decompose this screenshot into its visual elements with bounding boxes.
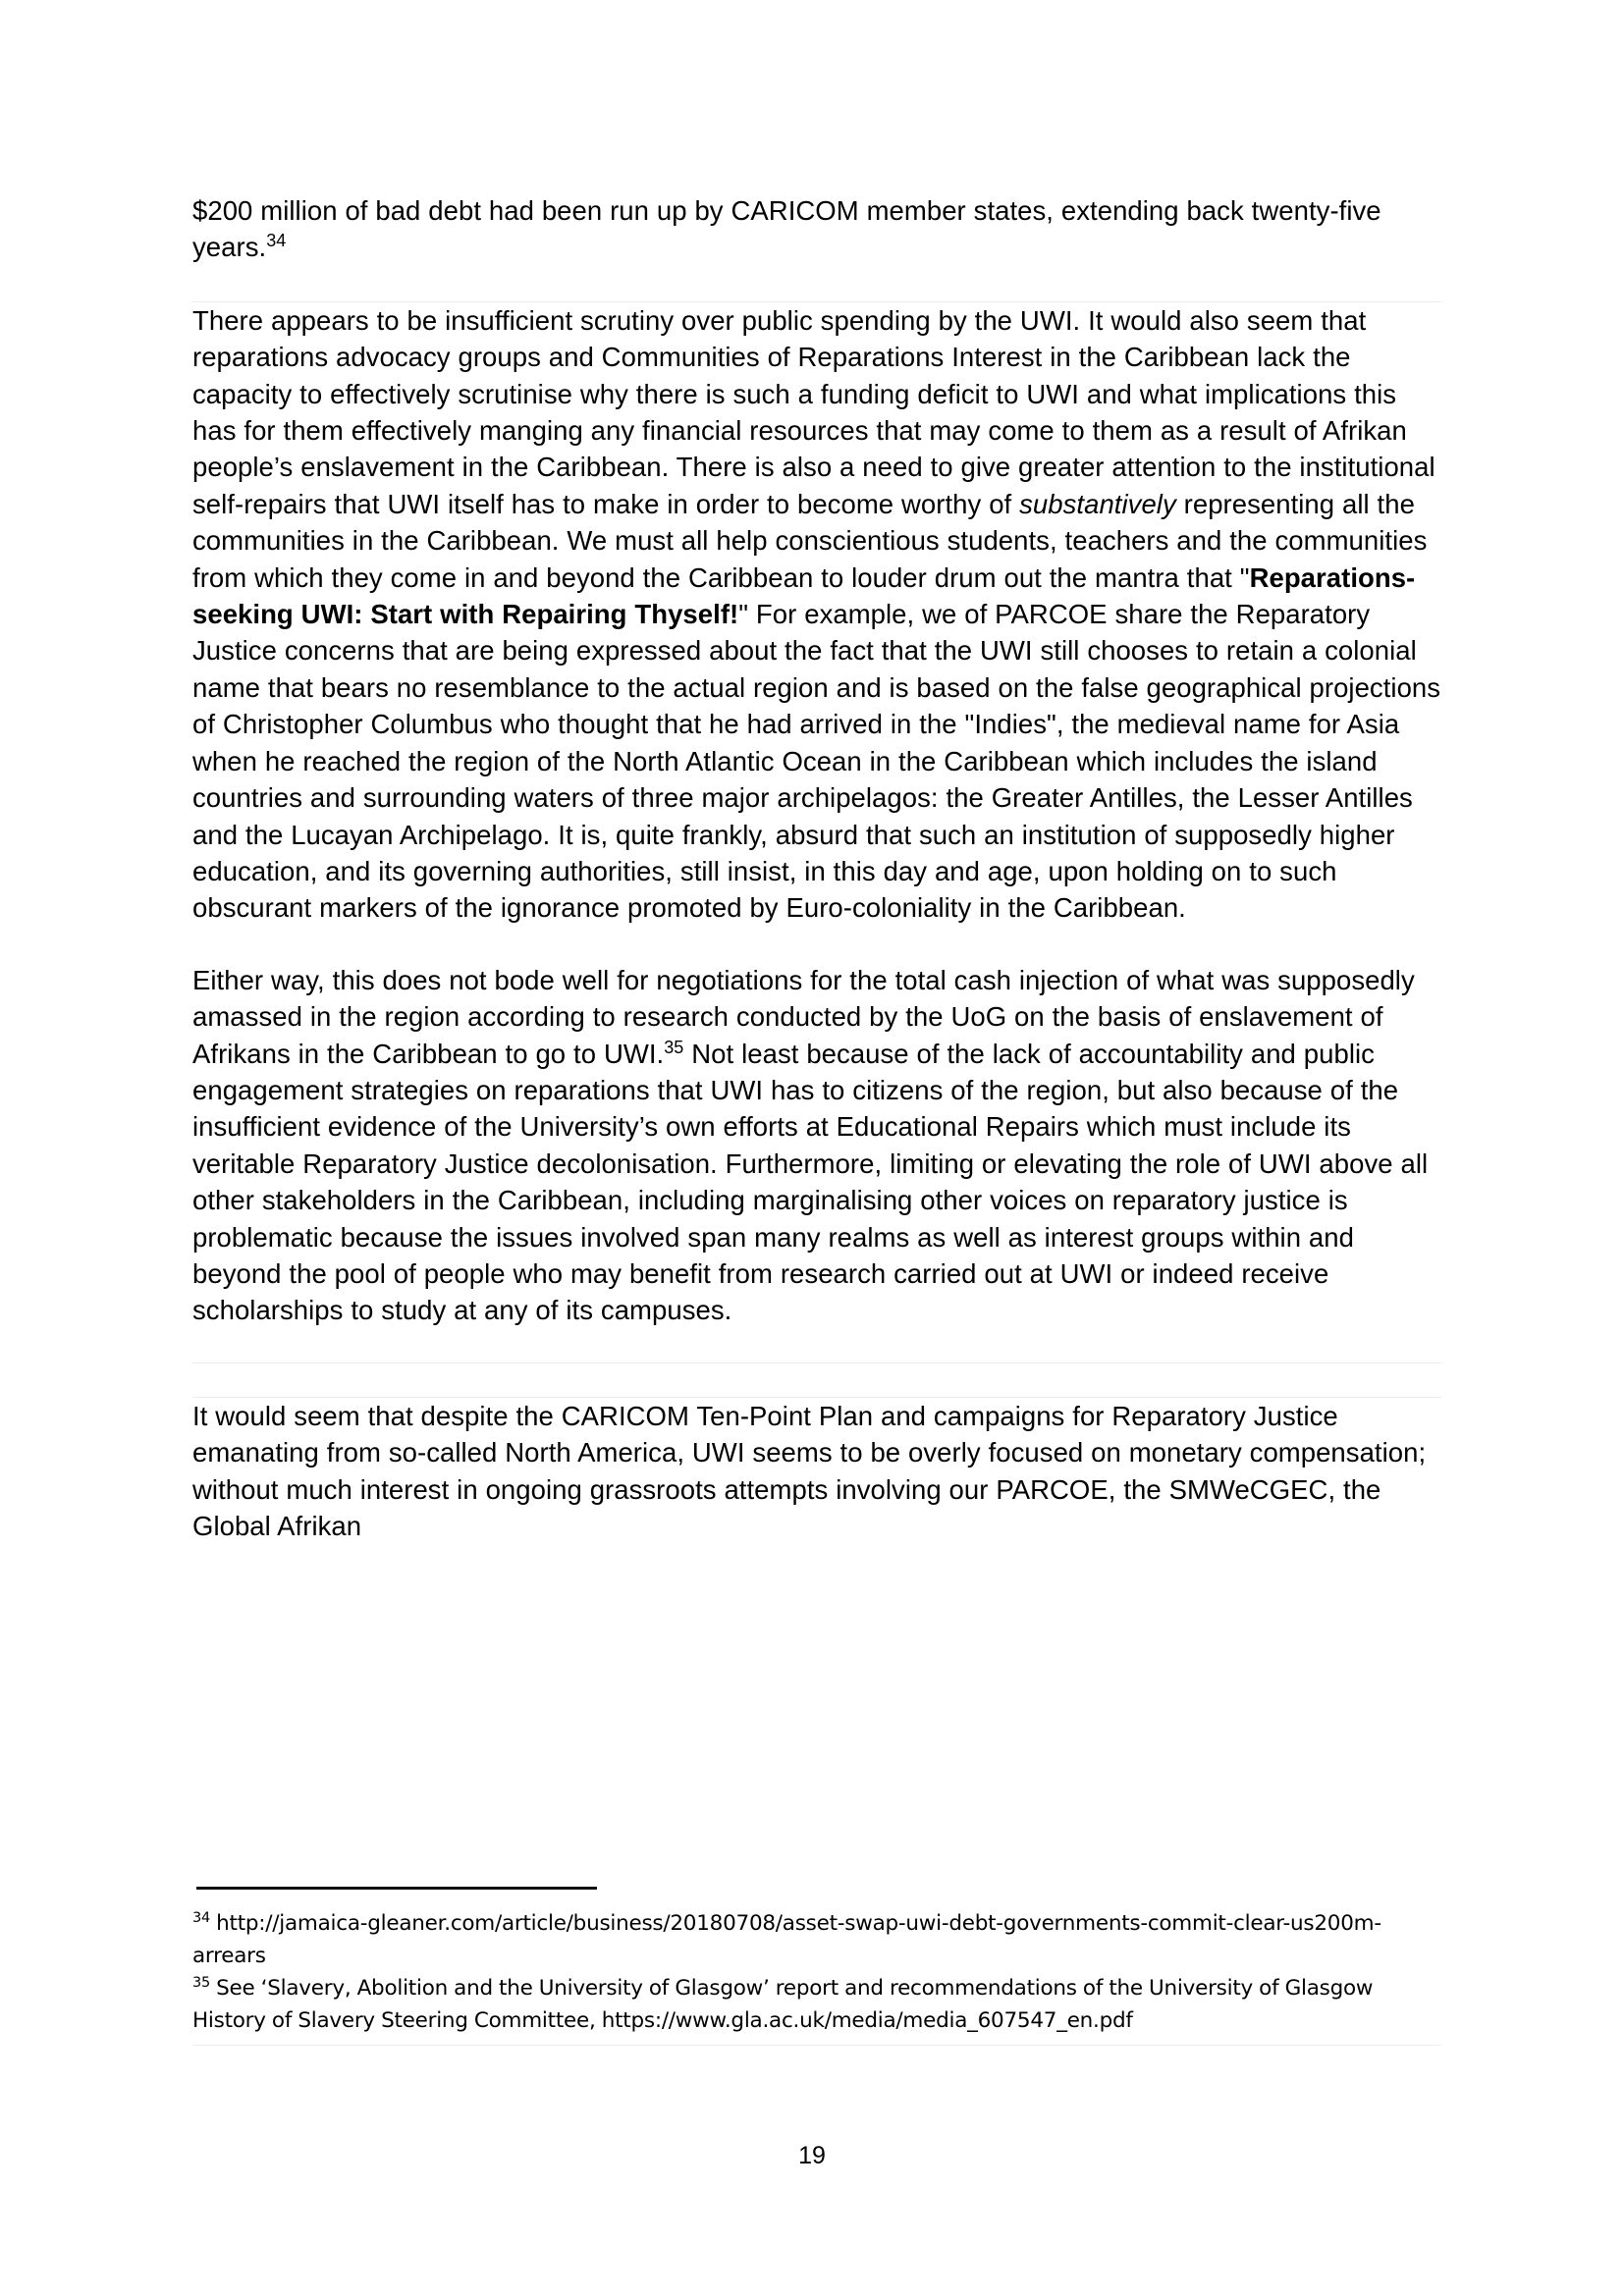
paragraph-2-bold-mantra: Reparations-seeking UWI: Start with Repairing Thyself! <box>192 561 1416 630</box>
paragraph-2-segment-5: " For example, we of PARCOE share the Reparatory Justice concerns that are being expressed about the fact that the UWI still chooses to retain a colonial name that bears no resemblance to the actual region and is based on the false geographical projections of Christopher Columbus who thought that he had arrived in the "Indies", the medieval name for Asia when he reached the region of the North Atlantic Ocean in the Caribbean which includes the island countries and surrounding waters of three major archipelagos: the Greater Antilles, the Lesser Antilles and the Lucayan Archipelago. It is, quite frankly, absurd that such an institution of supposedly higher education, and its governing authorities, still insist, in this day and age, upon holding on to such obscurant markers of the ignorance promoted by Euro-coloniality in the Caribbean. <box>192 599 1441 924</box>
paragraph-3-segment-1: Either way, this does not bode well for negotiations for the total cash injection of what was supposedly amassed in the region according to research conducted by the UoG on the basis of enslavement of Afrikans in the Caribbean to go to UWI. <box>192 964 1415 1069</box>
paragraph-spacer <box>192 1363 1441 1397</box>
footnote-34 <box>192 1907 1441 1972</box>
paragraph-2-segment-3: representing all the communities in the Caribbean. We must all help conscientious students, teachers and the communities from which they come in and beyond the Caribbean to louder drum out the mantra that " <box>192 488 1428 593</box>
footnotes-section <box>192 1887 1441 2046</box>
paragraph-1 <box>192 192 1441 266</box>
footnote-35-text[interactable]: See ‘Slavery, Abolition and the University of Glasgow’ report and recommendations of the University of Glasgow History of Slavery Steering Committee, https://www.gla.ac.uk/media/media_607547_en.pdf <box>192 1976 1374 2033</box>
footnote-separator-line <box>196 1887 597 1890</box>
paragraph-spacer <box>192 1329 1441 1362</box>
paragraph-3-segment-2: Not least because of the lack of accountability and public engagement strategies on reparations that UWI has to citizens of the region, but also because of the insufficient evidence of the University’s own efforts at Educational Repairs which must include its veritable Reparatory Justice decolonisation. Furthermore, limiting or elevating the role of UWI above all other stakeholders in the Caribbean, including marginalising other voices on reparatory justice is problematic because the issues involved span many realms as well as interest groups within and beyond the pool of people who may benefit from research carried out at UWI or indeed receive scholarships to study at any of its campuses. <box>192 1038 1429 1326</box>
footnote-34-text[interactable]: http://jamaica-gleaner.com/article/business/20180708/asset-swap-uwi-debt-governments-commit-clear-us200m-arrears <box>192 1911 1381 1968</box>
paragraph-3 <box>192 962 1441 1329</box>
footnote-35-number: 35 <box>192 1974 210 1991</box>
footnote-ref-34[interactable]: 34 <box>266 231 287 251</box>
page-body-content <box>192 192 1441 1544</box>
paragraph-1-text: $200 million of bad debt had been run up by CARICOM member states, extending back twenty-five years. <box>192 195 1381 263</box>
footnote-35 <box>192 1972 1441 2037</box>
footnote-ref-35[interactable]: 35 <box>664 1037 684 1057</box>
page-number: 19 <box>798 2142 826 2169</box>
paragraph-spacer <box>192 266 1441 301</box>
paragraph-spacer <box>192 927 1441 962</box>
paragraph-2-segment-1: There appears to be insufficient scrutiny over public spending by the UWI. It would also seem that reparations advocacy groups and Communities of Reparations Interest in the Caribbean lack the capacity to effectively scrutinise why there is such a funding deficit to UWI and what implications this has for them effectively manging any financial resources that may come to them as a result of Afrikan people’s enslavement in the Caribbean. There is also a need to give greater attention to the institutional self-repairs that UWI itself has to make in order to become worthy of <box>192 304 1435 519</box>
paragraph-4 <box>192 1398 1441 1545</box>
paragraph-2 <box>192 302 1441 927</box>
footnote-34-number: 34 <box>192 1909 210 1926</box>
paragraph-2-italic-substantively: substantively <box>1019 488 1176 519</box>
paragraph-4-text: It would seem that despite the CARICOM Ten-Point Plan and campaigns for Reparatory Justice emanating from so-called North America, UWI seems to be overly focused on monetary compensation; without much interest in ongoing grassroots attempts involving our PARCOE, the SMWeCGEC, the Global Afrikan <box>192 1400 1427 1541</box>
scan-separator-rule <box>192 2045 1441 2046</box>
